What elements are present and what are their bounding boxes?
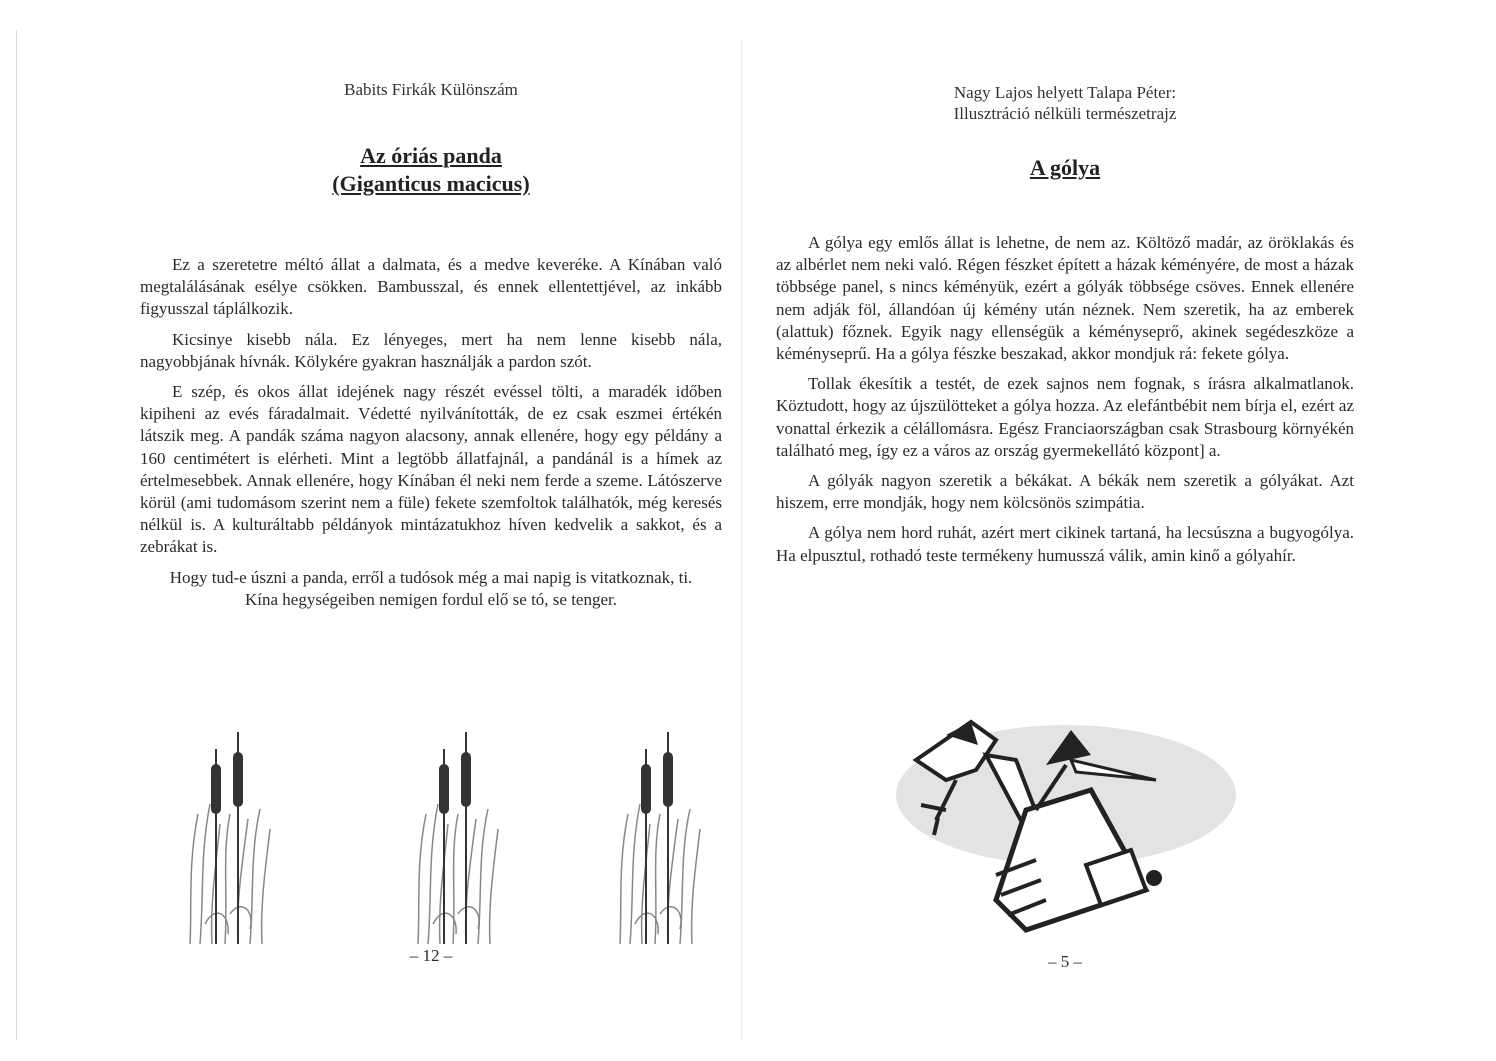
cattail-illustration-row (140, 724, 722, 944)
cattail-illustration (398, 724, 518, 944)
left-title-line2: (Giganticus macicus) (332, 171, 530, 196)
right-running-head (776, 82, 1354, 124)
right-paragraph: A gólya egy emlős állat is lehetne, de nem az. Költöző madár, az öröklakás és az albérlet nem neki való. Régen fészket épített a házak kéményére, de most a házak többsége panel, s nincs kéményük, ezért a gólyák többsége csöves. Ennek ellenére nem adják föl, állandóan új kémény után néznek. Nem szeretik, ha az emberek (alattuk) főznek. Egyik nagy ellenségük a kéményseprő, akinek segédeszköze a kéményseprű. Ha a gólya fészke beszakad, akkor mondjuk rá: fekete gólya. (776, 233, 1354, 364)
stork-illustration (876, 700, 1236, 950)
left-page-number: – 12 – (409, 946, 453, 965)
right-running-head-line2: Illusztráció nélküli természetrajz (953, 104, 1177, 123)
left-page (140, 0, 722, 1061)
page-edge (16, 30, 17, 1040)
left-article-title (140, 142, 722, 198)
book-fold (741, 40, 742, 1040)
left-paragraph: Ez a szeretetre méltó állat a dalmata, és a medve keveréke. A Kínában való megtalálásának esélye csökken. Bambusszal, és ennek ellentettjével, az inkább figyusszal táplálkozik. (140, 255, 722, 319)
right-paragraph: Tollak ékesítik a testét, de ezek sajnos nem fognak, s írásra alkalmatlanok. Köztudott, hogy az újszülötteket a gólya hozza. Az elefántbébit nem bírja el, ezért az vonattal érkezik a célállomásra. Egész Franciaországban csak Strasbourg környékén található meg, így ez a város az ország gyermekellátó központ] a. (776, 374, 1354, 460)
left-title-line1: Az óriás panda (360, 143, 502, 168)
right-article-title: A gólya (1029, 155, 1101, 180)
right-running-head-line1: Nagy Lajos helyett Talapa Péter: (953, 83, 1177, 102)
right-article-body (776, 232, 1354, 567)
right-page-number: – 5 – (1048, 952, 1082, 971)
right-paragraph: A gólya nem hord ruhát, azért mert cikinek tartaná, ha lecsúszna a bugyogólya. Ha elpusztul, rothadó teste termékeny humusszá válik, amin kinő a gólyahír. (776, 523, 1354, 565)
left-paragraph: Kicsinye kisebb nála. Ez lényeges, mert ha nem lenne kisebb nála, nagyobbjának hívnák. Kölykére gyakran használják a pardon szót. (140, 329, 722, 371)
cattail-illustration (170, 724, 290, 944)
left-article-body (140, 254, 722, 611)
right-paragraph: A gólyák nagyon szeretik a békákat. A békák nem szeretik a gólyákat. Azt hiszem, erre mondják, hogy nem kölcsönös szimpátia. (776, 471, 1354, 513)
left-paragraph: E szép, és okos állat idejének nagy részét evéssel tölti, a maradék időben kipiheni az evés fáradalmait. Védetté nyilvánították, de ez csak eszmei értékén látszik meg. A pandák száma nagyon alacsony, annak ellenére, hogy egy példány a 160 centimétert is elérheti. Mint a legtöbb állatfajnál, a pandánál is a hímek az értelmesebbek. Annak ellenére, hogy Kínában él neki nem ferde a szeme. Látószerve körül (ami tudomásom szerint nem a füle) fekete szemfoltok találhatók, még keresés nélkül is. A kulturáltabb példányok mintázatukhoz híven kedvelik a sakkot, és a zebrákat is. (140, 382, 722, 557)
left-paragraph: Hogy tud-e úszni a panda, erről a tudósok még a mai napig is vitatkoznak, ti. Kína hegységeiben nemigen fordul elő se tó, se tenger. (169, 567, 693, 609)
right-page (776, 0, 1354, 1061)
left-running-head: Babits Firkák Különszám (344, 80, 518, 99)
cattail-illustration (600, 724, 720, 944)
